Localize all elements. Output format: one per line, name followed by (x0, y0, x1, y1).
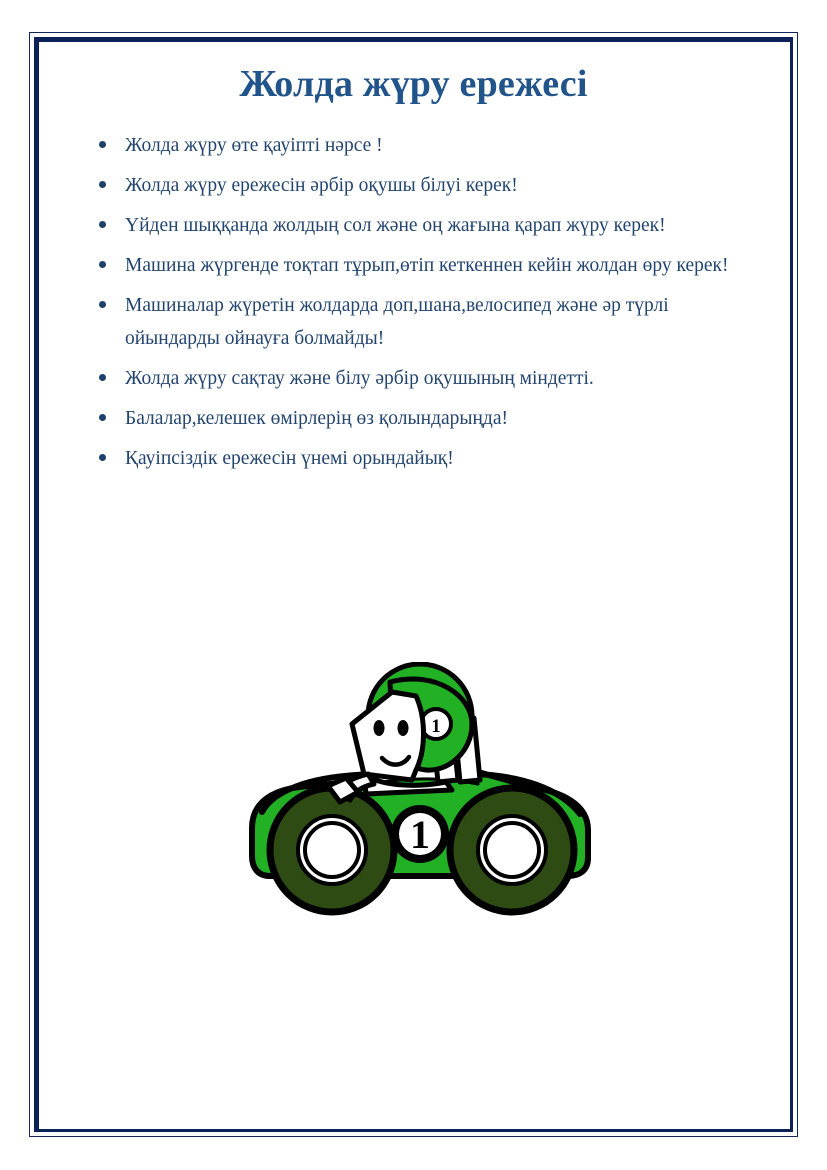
page-title: Жолда жүру ережесі (239, 63, 588, 105)
race-car-illustration (240, 662, 600, 922)
front-wheel (270, 788, 394, 912)
driver-eye-left (374, 720, 385, 736)
helmet-number-text: 1 (431, 716, 441, 737)
list-item-text: Жолда жүру өте қауіпті нәрсе ! (125, 134, 383, 156)
list-item-text: Балалар,келешек өмірлерің өз қолындарыңда! (125, 408, 509, 430)
bullet-icon (99, 261, 106, 268)
page-content (44, 47, 783, 1122)
list-item-text: Машина жүргенде тоқтап тұрып,өтіп кеткеннен кейін жолдан өру керек! (125, 254, 729, 276)
list-item-text: Жолда жүру сақтау және білу әрбір оқушының міндетті. (125, 368, 594, 390)
bullet-icon (99, 454, 106, 461)
list-item-text: Жолда жүру ережесін әрбір оқушы білуі керек! (125, 174, 518, 196)
bullet-icon (99, 414, 106, 421)
bullet-icon (99, 141, 106, 148)
race-car-graphic (240, 662, 600, 922)
bullet-icon (99, 374, 106, 381)
list-item (96, 442, 755, 476)
driver-group (328, 664, 480, 802)
rear-wheel (450, 788, 574, 912)
list-item-text: Үйден шыққанда жолдың сол және оң жағына қарап жүру керек! (125, 214, 666, 236)
list-item (96, 362, 755, 396)
list-item (96, 209, 755, 243)
bullet-icon (99, 301, 106, 308)
bullet-icon (99, 181, 106, 188)
list-item (96, 249, 755, 283)
list-item (96, 169, 755, 203)
list-item (96, 129, 755, 163)
car-number-text: 1 (410, 812, 430, 857)
car-number-badge (391, 805, 449, 863)
list-item (96, 289, 755, 356)
driver-face (352, 692, 424, 780)
list-item-text: Машиналар жүретін жолдарда доп,шана,велосипед және әр түрлі ойындарды ойнауға болмайды! (125, 294, 669, 350)
driver-eye-right (398, 720, 409, 736)
road-rules-list (44, 129, 783, 476)
list-item-text: Қауіпсіздік ережесін үнемі орындайық! (125, 448, 454, 470)
bullet-icon (99, 221, 106, 228)
list-item (96, 402, 755, 436)
